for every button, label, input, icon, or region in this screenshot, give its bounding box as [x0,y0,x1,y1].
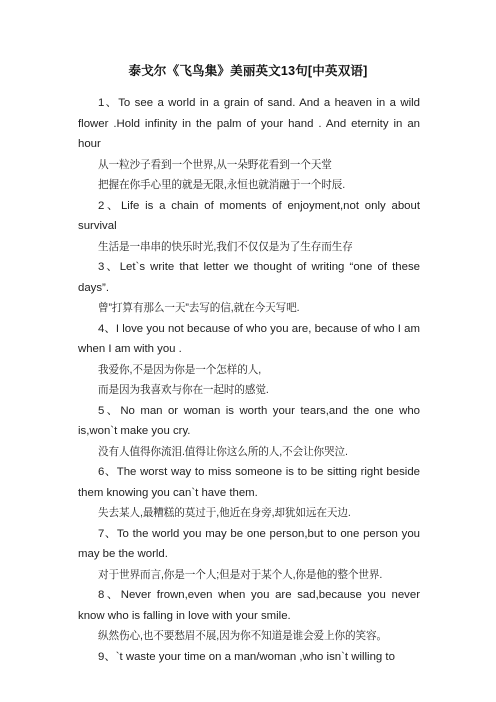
document-body [78,93,420,667]
chinese-translation-line: 没有人值得你流泪.值得让你这么所的人,不会让你哭泣. [98,445,348,458]
chinese-translation-line: 纵然伤心,也不要愁眉不展,因为你不知道是谁会爱上你的笑容。 [98,630,388,642]
english-paragraph: 3、Let`s write that letter we thought of writing “one of these days”. [78,261,420,294]
chinese-translation-line: 对于世界而言,你是一个人;但是对于某个人,你是他的整个世界. [98,568,383,581]
english-paragraph: 5、No man or woman is worth your tears,and the one who is,won`t make you cry. [78,404,420,437]
chinese-translation-line: 失去某人,最糟糕的莫过于,他近在身旁,却犹如远在天边. [98,507,351,519]
chinese-translation-line: 曾”打算有那么一天”去写的信,就在今天写吧. [98,302,300,314]
english-paragraph: 8、Never frown,even when you are sad,because you never know who is falling in love with your smile. [78,589,420,622]
chinese-translation-line: 把握在你手心里的就是无限,永恒也就消融于一个时辰. [98,179,346,191]
chinese-translation-line: 我爱你,不是因为你是一个怎样的人, [98,363,262,376]
chinese-translation-line: 从一粒沙子看到一个世界,从一朵野花看到一个天堂 [98,158,332,171]
english-paragraph: 9、`t waste your time on a man/woman ,who isn`t willing to [98,650,395,663]
english-paragraph: 6、The worst way to miss someone is to be sitting right beside them knowing you can`t have them. [78,466,420,499]
english-paragraph: 2、Life is a chain of moments of enjoyment,not only about survival [78,199,420,232]
document-title: 泰戈尔《飞鸟集》美丽英文13句[中英双语] [128,64,368,78]
english-paragraph: 7、To the world you may be one person,but to one person you may be the world. [78,527,420,560]
chinese-translation-line: 而是因为我喜欢与你在一起时的感觉. [98,384,269,396]
english-paragraph: 4、I love you not because of who you are, because of who I am when I am with you . [78,322,420,355]
english-paragraph: 1、To see a world in a grain of sand. And a heaven in a wild flower .Hold infinity in the palm of your hand . And eternity in an hour [78,97,420,150]
chinese-translation-line: 生活是一串串的快乐时光,我们不仅仅是为了生存而生存 [98,240,353,253]
